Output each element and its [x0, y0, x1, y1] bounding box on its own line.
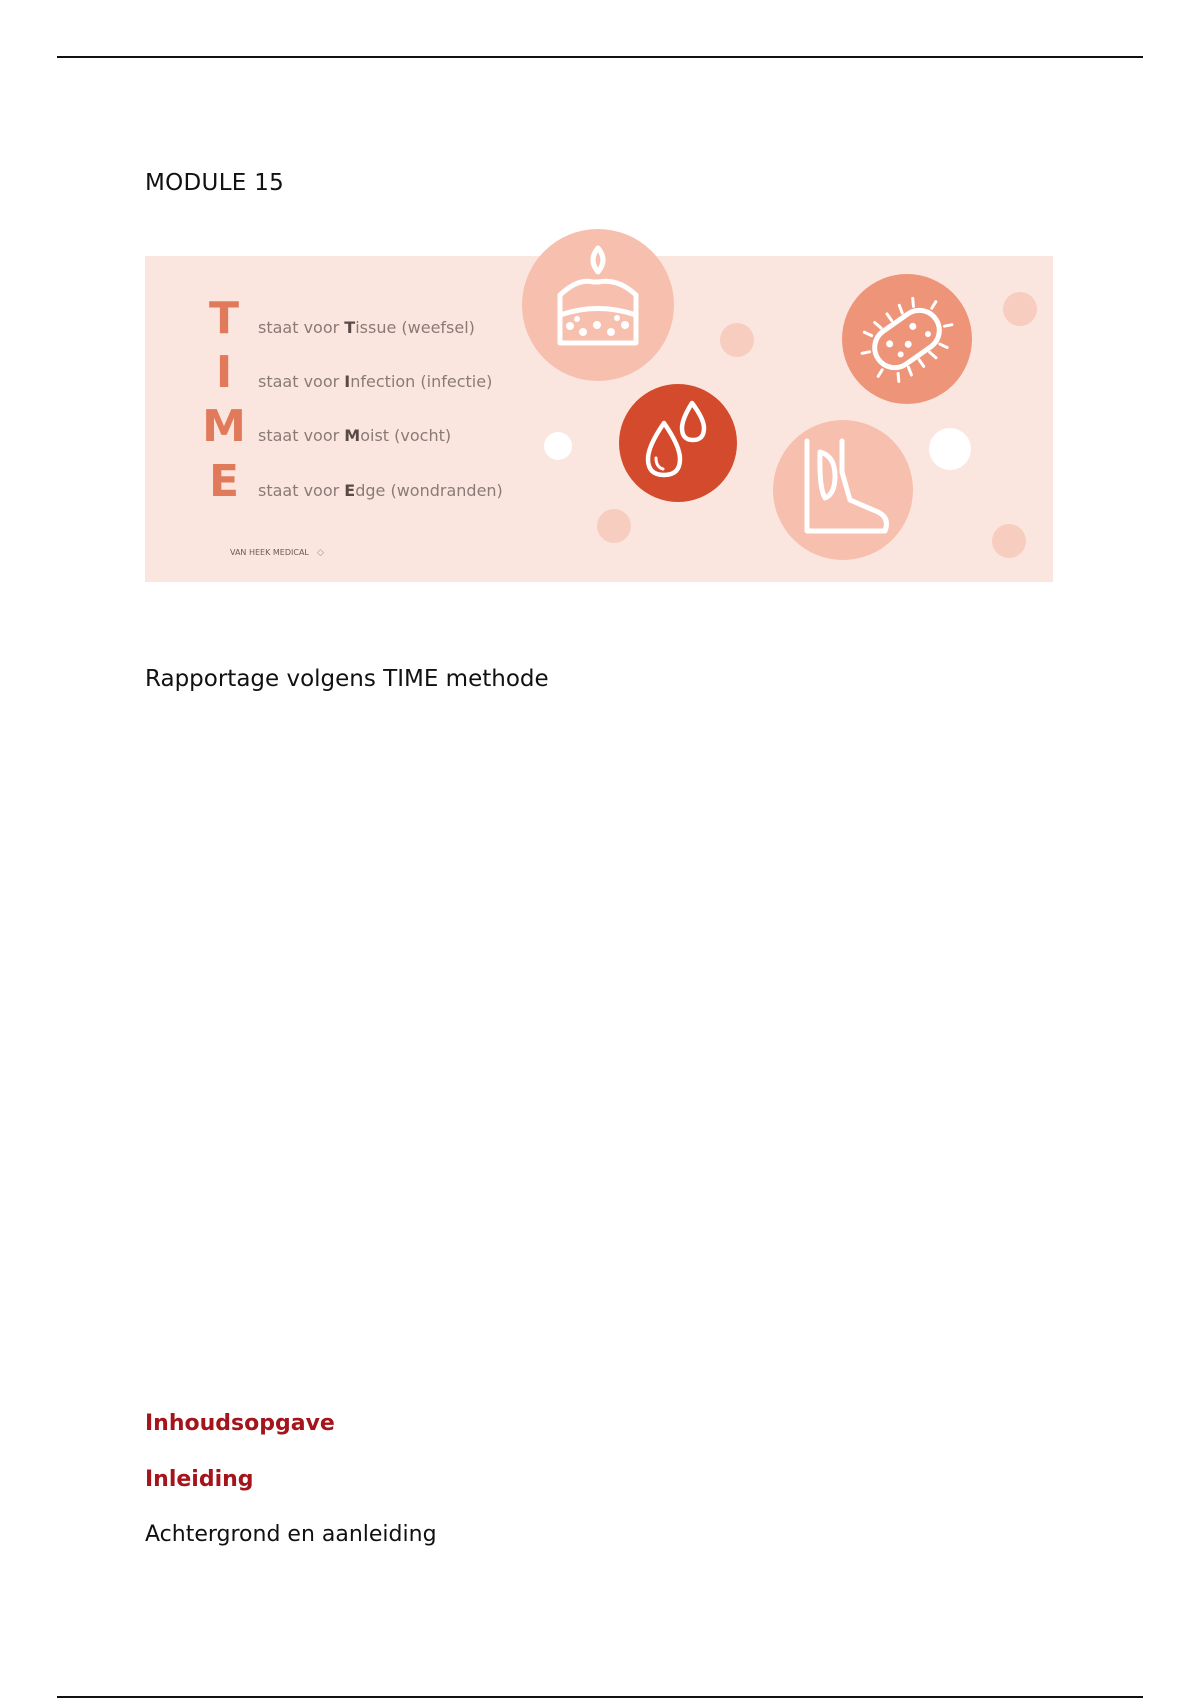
time-row-i: staat voor Infection (infectie) — [258, 372, 493, 391]
footer-rule — [57, 1696, 1143, 1698]
time-row-e: staat voor Edge (wondranden) — [258, 481, 503, 500]
skin-tissue-icon — [522, 229, 674, 381]
letter-i: I — [215, 347, 233, 398]
intro-heading: Inleiding — [145, 1467, 254, 1492]
foot-wound-icon — [773, 420, 913, 560]
decor-dot — [544, 432, 572, 460]
letter-t: T — [208, 293, 240, 344]
letter-e: E — [208, 456, 240, 507]
decor-dot — [929, 428, 971, 470]
time-banner-image — [145, 220, 1053, 582]
decor-dot — [1003, 292, 1037, 326]
letter-m: M — [202, 401, 246, 452]
document-subtitle: Rapportage volgens TIME methode — [145, 666, 549, 692]
van-heek-logo: VAN HEEK MEDICAL — [230, 548, 309, 557]
decor-dot — [597, 509, 631, 543]
decor-dot — [992, 524, 1026, 558]
blood-drops-icon — [619, 384, 737, 502]
time-row-m: staat voor Moist (vocht) — [258, 426, 452, 445]
bacteria-icon — [842, 274, 972, 404]
decor-dot — [720, 323, 754, 357]
toc-heading: Inhoudsopgave — [145, 1411, 335, 1436]
section-background-text: Achtergrond en aanleiding — [145, 1522, 437, 1547]
time-row-t: staat voor Tissue (weefsel) — [258, 318, 475, 337]
module-title: MODULE 15 — [145, 170, 285, 196]
header-rule — [57, 56, 1143, 58]
logo-mark-icon: ◇ — [317, 548, 324, 558]
